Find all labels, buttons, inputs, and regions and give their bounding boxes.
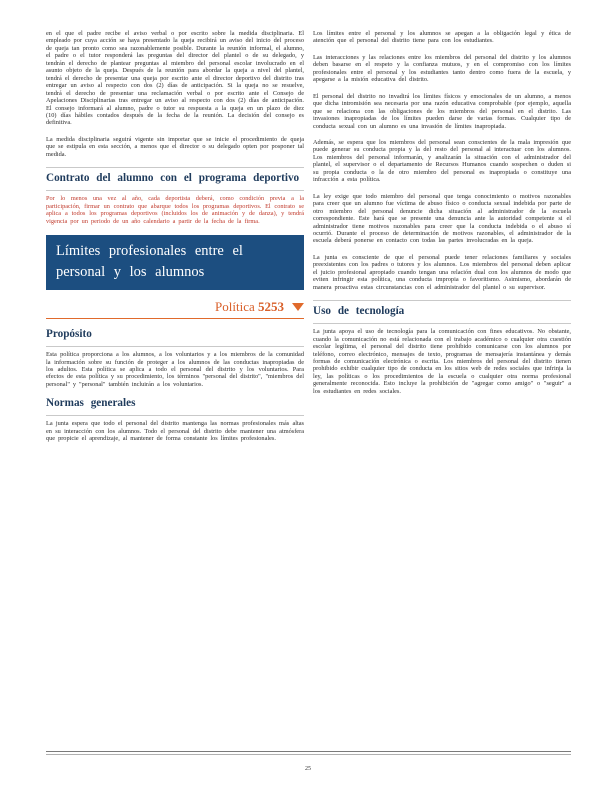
section-heading-norms: Normas generales (46, 397, 136, 410)
left-column (46, 30, 304, 452)
right-column (313, 30, 571, 404)
policy-label: Política 5253 (215, 299, 284, 315)
policy-header (46, 299, 304, 319)
down-triangle-icon (292, 303, 304, 311)
body-paragraph: La ley exige que todo miembro del personal que tenga conocimiento o motivos razonables para creer que un alumno fue víctima de abuso físico o conducta sexual indebida por parte de otro miembro del personal denuncie dicha situación al administrador de la escuela correspondiente. Este hará que se presente una denuncia ante la autoridad competente si el administrador tiene motivos razonables para creer que la conducta indebida o el abuso sí ocurrió. Durante el proceso de determinación de motivos razonables, el administrador de la escuela deberá ponerse en contacto con todas las partes involucradas en la queja. (313, 192, 571, 245)
page-footer (46, 751, 571, 755)
footer-rule (46, 751, 571, 752)
section-heading-purpose: Propósito (46, 328, 92, 341)
body-paragraph: La junta espera que todo el personal del distrito mantenga las normas profesionales más altas en su interacción con los alumnos. Todo el personal del distrito debe mantener una atmósfera que propicie el aprendizaje, al mantener de forma constante los límites profesionales. (46, 420, 304, 443)
body-paragraph: Las interacciones y las relaciones entre los miembros del personal del distrito y los alumnos deben basarse en el respeto y la confianza mutuos, y en el compromiso con los límites profesionales entre el personal y los estudiantes tanto dentro como fuera de la escuela, y apegarse a la misión educativa del distrito. (313, 53, 571, 84)
section-divider (46, 190, 304, 191)
section-divider (313, 300, 571, 301)
body-paragraph: La medida disciplinaria seguirá vigente sin importar que se inicie el procedimiento de queja que se estipula en esta sección, a menos que el director o su delegado opten por posponer tal medida. (46, 135, 304, 158)
body-paragraph: en el que el padre recibe el aviso verbal o por escrito sobre la medida disciplinaria. El empleado por cuya acción se haya presentado la queja recibirá un aviso del inicio del proceso de queja tan pronto como sea razonablemente posible. Durante la reunión informal, el alumno, el padre o el tutor responderá las preguntas del director del plantel o de su delegado, y tendrán el derecho de plantear preguntas al miembro del personal escolar involucrado en el asunto objeto de la queja. Después de la reunión para abordar la queja a nivel del plantel, tendrá el derecho de presentar una queja por escrito ante el director deportivo del distrito tras entregar un aviso al respecto con dos (2) días de anticipación. Si la queja no se resuelve, tendrá el derecho de presentar una reclamación verbal o por escrito ante el Consejo de Apelaciones Disciplinarias tras entregar un aviso al respecto con dos (2) días de anticipación. El consejo informará al alumno, padre o tutor su respuesta a la queja en un plazo de diez (10) días hábiles contados después de la fecha de la reunión. La decisión del consejo es definitiva. (46, 30, 304, 127)
body-paragraph: La junta apoya el uso de tecnología para la comunicación con fines educativos. No obstante, cuando la comunicación no está relacionada con el trabajo académico o cualquier otra cuestión escolar legítima, el personal del distrito tiene prohibido comunicarse con los alumnos por teléfono, correo electrónico, mensajes de texto, programas de mensajería instantánea y demás formas de comunicación electrónica o escrita. Los miembros del personal del distrito tienen prohibido exhibir cualquier tipo de conducta en los sitios web de redes sociales que infrinja la ley, las políticas o los procedimientos de la escuela o cualquier otra norma profesional generalmente reconocida. Esto incluye la prohibición de "agregar como amigo" o "seguir" a los estudiantes en redes sociales. (313, 328, 571, 395)
section-heading-contract: Contrato del alumno con el programa deportivo (46, 172, 300, 185)
section-divider (46, 346, 304, 347)
body-paragraph: La junta es consciente de que el personal puede tener relaciones familiares y sociales preexistentes con los padres o tutores y los alumnos. Los miembros del personal deben aplicar el juicio profesional apropiado cuando tengan una relación dual con los alumnos de modo que eviten infringir esta política, una conducta impropia o favoritismo. Asimismo, abordarán de manera proactiva estas circunstancias con el administrador del plantel o su supervisor. (313, 253, 571, 291)
contract-paragraph: Por lo menos una vez al año, cada deportista deberá, como condición previa a la participación, firmar un contrato que abarque todos los programas deportivos. El contrato se aplica a todos los programas deportivos (incluidos los de animación y de danza), y tendrá vigencia por un periodo de un año calendario a partir de la fecha de la firma. (46, 195, 304, 225)
section-divider (46, 167, 304, 168)
body-paragraph: Además, se espera que los miembros del personal sean conscientes de la mala impresión que puede generar su conducta propia y la del resto del personal al interactuar con los alumnos. Los miembros del personal informarán, y analizarán la situación con el administrador del plantel, el supervisor o el departamento de Recursos Humanos cuando sospechen o duden si su propia conducta o la de otro miembro del personal es inapropiada o constituye una infracción a esta política. (313, 138, 571, 184)
page-number: 25 (305, 766, 311, 772)
policy-number: 5253 (258, 299, 284, 315)
section-heading-technology: Uso de tecnología (313, 305, 405, 318)
body-paragraph: El personal del distrito no invadirá los límites físicos y emocionales de un alumno, a menos que dicha intromisión sea necesaria por una razón educativa comprobable (por ejemplo, aquella que se relaciona con las obligaciones de los miembros del personal en el distrito. Las invasiones inapropiadas de los límites pueden darse de varias formas. Cualquier tipo de conducta sexual con un alumno es una invasión de límites inapropiada. (313, 92, 571, 130)
section-divider (46, 415, 304, 416)
body-paragraph: Los límites entre el personal y los alumnos se apegan a la obligación legal y ética de atención que el personal del distrito tiene para con los estudiantes. (313, 30, 571, 45)
chapter-banner: Límites profesionales entre el personal y los alumnos (46, 235, 304, 290)
section-divider (313, 323, 571, 324)
body-paragraph: Esta política proporciona a los alumnos, a los voluntarios y a los miembros de la comunidad la información sobre su función de proteger a los alumnos de las conductas inapropiadas de los adultos. Esta política se aplica a todo el personal del distrito y los voluntarios. Para efectos de esta política y su procedimiento, los términos "personal del distrito", "miembros del personal" y "personal" también incluirán a los voluntarios. (46, 351, 304, 388)
footer-rule (46, 754, 571, 755)
